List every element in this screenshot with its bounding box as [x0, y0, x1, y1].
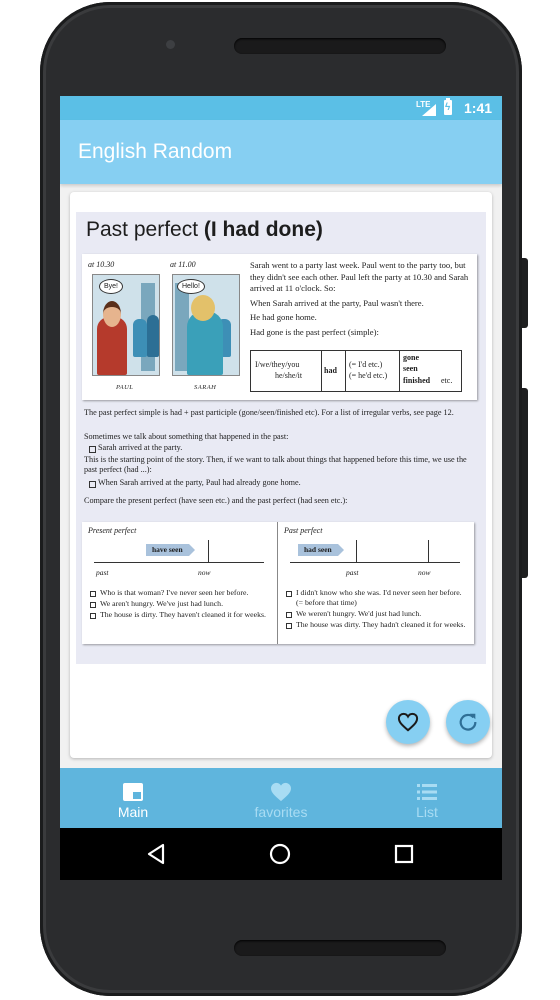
- recents-icon[interactable]: [392, 842, 416, 866]
- lesson-title: Past perfect (I had done): [86, 218, 323, 241]
- nav-label: Main: [117, 804, 149, 820]
- time-label-left: at 10.30: [88, 260, 115, 269]
- charging-icon: ϟ: [445, 102, 451, 113]
- bottom-speaker: [234, 940, 446, 956]
- refresh-button[interactable]: [446, 700, 490, 744]
- nav-label: favorites: [254, 804, 308, 820]
- lesson-card: [70, 192, 492, 758]
- caption-paul: PAUL: [116, 384, 134, 391]
- nav-label: List: [416, 804, 438, 820]
- list-item: We aren't hungry. We've just had lunch.: [88, 599, 272, 609]
- status-bar: [60, 96, 502, 120]
- system-navigation-bar: [60, 828, 502, 880]
- list-item: Who is that woman? I've never seen her before.: [88, 588, 272, 598]
- caption-sarah: SARAH: [194, 384, 217, 391]
- body-text-3: This is the starting point of the story. Then, if we want to talk about things that happened before this time, we use the past perfect (had ...):: [84, 455, 467, 475]
- timeline-arrow: had seen: [298, 544, 338, 556]
- heart-icon: [270, 782, 292, 802]
- lte-label: LTE: [416, 100, 431, 109]
- home-icon[interactable]: [268, 842, 292, 866]
- front-camera: [166, 40, 175, 49]
- body-text-1: The past perfect simple is had + past participle (gone/seen/finished etc). For a list of irregular verbs, see page 12.: [84, 408, 454, 417]
- list-item: The house was dirty. They hadn't cleaned it for weeks.: [284, 620, 468, 630]
- main-icon: [122, 782, 144, 802]
- example-bullet: Sarah arrived at the party.: [84, 443, 478, 453]
- nav-item-list[interactable]: [354, 768, 500, 828]
- screen: [60, 96, 502, 880]
- timeline: [290, 562, 460, 563]
- compare-panel: [82, 522, 474, 644]
- nav-item-main[interactable]: [60, 768, 206, 828]
- examples-list: [284, 588, 468, 631]
- bottom-navigation: [60, 768, 502, 828]
- speech-bubble-hello: Hello!: [177, 279, 205, 294]
- grammar-page-image: [76, 212, 486, 664]
- speech-bubble-bye: Bye!: [99, 279, 123, 294]
- nav-item-favorites[interactable]: [208, 768, 354, 828]
- scene-sarah: [172, 274, 240, 376]
- top-speaker: [234, 38, 446, 54]
- app-title: English Random: [78, 140, 233, 163]
- heart-outline-icon: [397, 712, 419, 732]
- time-label-right: at 11.00: [170, 260, 196, 269]
- example-bullet: When Sarah arrived at the party, Paul had already gone home.: [84, 478, 478, 488]
- app-bar: [60, 120, 502, 184]
- scene-paul: [92, 274, 160, 376]
- volume-button: [522, 388, 528, 578]
- timeline: [94, 562, 264, 563]
- timeline-arrow: have seen: [146, 544, 189, 556]
- power-button: [522, 258, 528, 328]
- back-icon[interactable]: [144, 842, 168, 866]
- party-illustration: [86, 260, 242, 390]
- column-title: Past perfect: [284, 526, 323, 535]
- past-perfect-table: I/we/they/you he/she/it had (= I'd etc.) (= he'd etc.) gone seen finished etc.: [250, 350, 462, 392]
- past-perfect-column: Past perfect had seen past now I didn't know who she was. I'd never seen her before. (= before that time) We weren't hungry. We'd just had lunch. The house was dirty. They hadn't cleaned it for weeks.: [278, 522, 473, 644]
- story-text: Sarah went to a party last week. Paul went to the party too, but they didn't see each other. Paul left the party at 10.30 and Sarah arrived at 11 o'clock. So: When Sarah arrived at the party, Paul wasn't there. He had gone home. Had gone is the past perfect (simple):: [250, 260, 469, 337]
- body-text-2: Sometimes we talk about something that happened in the past:: [84, 432, 289, 441]
- list-icon: [416, 782, 438, 802]
- list-item: We weren't hungry. We'd just had lunch.: [284, 609, 468, 619]
- intro-panel: [82, 254, 477, 400]
- status-time: 1:41: [464, 100, 493, 116]
- column-title: Present perfect: [88, 526, 137, 535]
- list-item: The house is dirty. They haven't cleaned it for weeks.: [88, 610, 272, 620]
- list-item: I didn't know who she was. I'd never seen her before. (= before that time): [284, 588, 468, 608]
- signal-icon: [422, 104, 436, 116]
- examples-list: [88, 588, 272, 621]
- refresh-icon: [457, 711, 479, 733]
- favorite-button[interactable]: [386, 700, 430, 744]
- body-text-4: Compare the present perfect (have seen etc.) and the past perfect (had seen etc.):: [84, 496, 348, 505]
- present-perfect-column: Present perfect have seen past now Who is that woman? I've never seen her before. We aren't hungry. We've just had lunch. The house is dirty. They haven't cleaned it for weeks.: [82, 522, 278, 644]
